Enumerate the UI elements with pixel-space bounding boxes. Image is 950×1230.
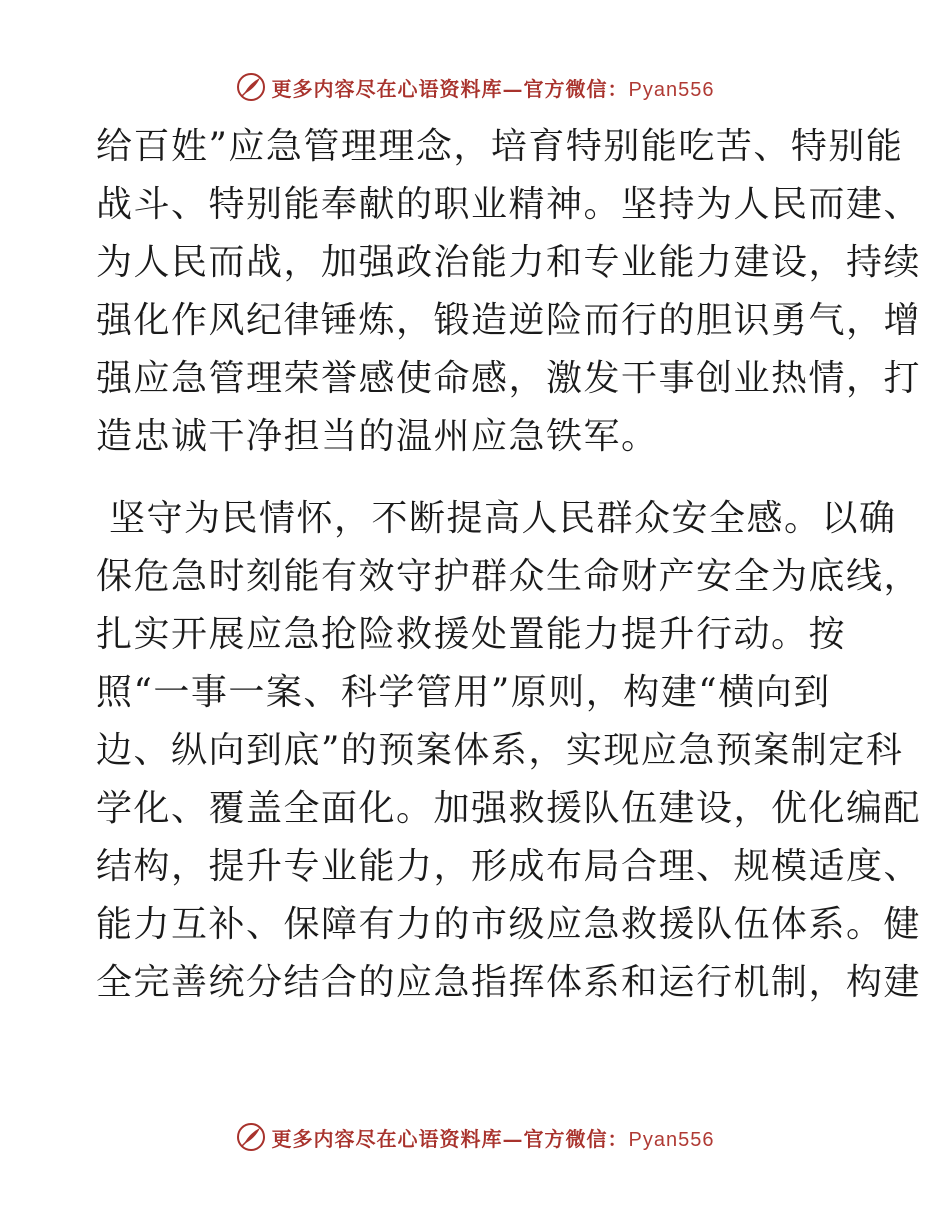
text-line: 给百姓”应急管理理念，培育特别能吃苦、特别能 <box>96 126 904 167</box>
text-line: 为人民而战，加强政治能力和专业能力建设，持续 <box>96 242 922 283</box>
watermark-text: 更多内容尽在心语资料库—官方微信： <box>271 76 629 101</box>
text-line: 全完善统分结合的应急指挥体系和运行机制，构建 <box>96 962 922 1003</box>
watermark-id: Pyan556 <box>628 1128 715 1151</box>
text-line: 边、纵向到底”的预案体系，实现应急预案制定科 <box>96 730 904 771</box>
text-line: 照“一事一案、科学管用”原则，构建“横向到 <box>96 672 831 713</box>
text-line: 强化作风纪律锤炼，锻造逆险而行的胆识勇气，增 <box>96 300 922 341</box>
text-line: 造忠诚干净担当的温州应急铁军。 <box>96 416 659 457</box>
text-line: 结构，提升专业能力，形成布局合理、规模适度、 <box>96 846 922 887</box>
paragraph <box>96 118 922 466</box>
feather-logo-icon <box>236 1122 266 1152</box>
watermark-text: 更多内容尽在心语资料库—官方微信： <box>271 1126 629 1151</box>
feather-logo-icon <box>236 72 266 102</box>
watermark-id: Pyan556 <box>628 78 715 101</box>
text-line: 学化、覆盖全面化。加强救援队伍建设，优化编配 <box>96 788 922 829</box>
text-line: 坚守为民情怀，不断提高人民群众安全感。以确 <box>96 498 897 539</box>
footer-watermark <box>0 1122 950 1152</box>
document-body <box>96 118 922 1012</box>
header-watermark <box>0 72 950 102</box>
paragraph <box>96 490 922 1012</box>
text-line: 战斗、特别能奉献的职业精神。坚持为人民而建、 <box>96 184 922 225</box>
text-line: 强应急管理荣誉感使命感，激发干事创业热情，打 <box>96 358 922 399</box>
text-line: 扎实开展应急抢险救援处置能力提升行动。按 <box>96 614 847 655</box>
text-line: 保危急时刻能有效守护群众生命财产安全为底线， <box>96 556 922 597</box>
text-line: 能力互补、保障有力的市级应急救援队伍体系。健 <box>96 904 922 945</box>
paragraph-spacer <box>96 466 856 490</box>
